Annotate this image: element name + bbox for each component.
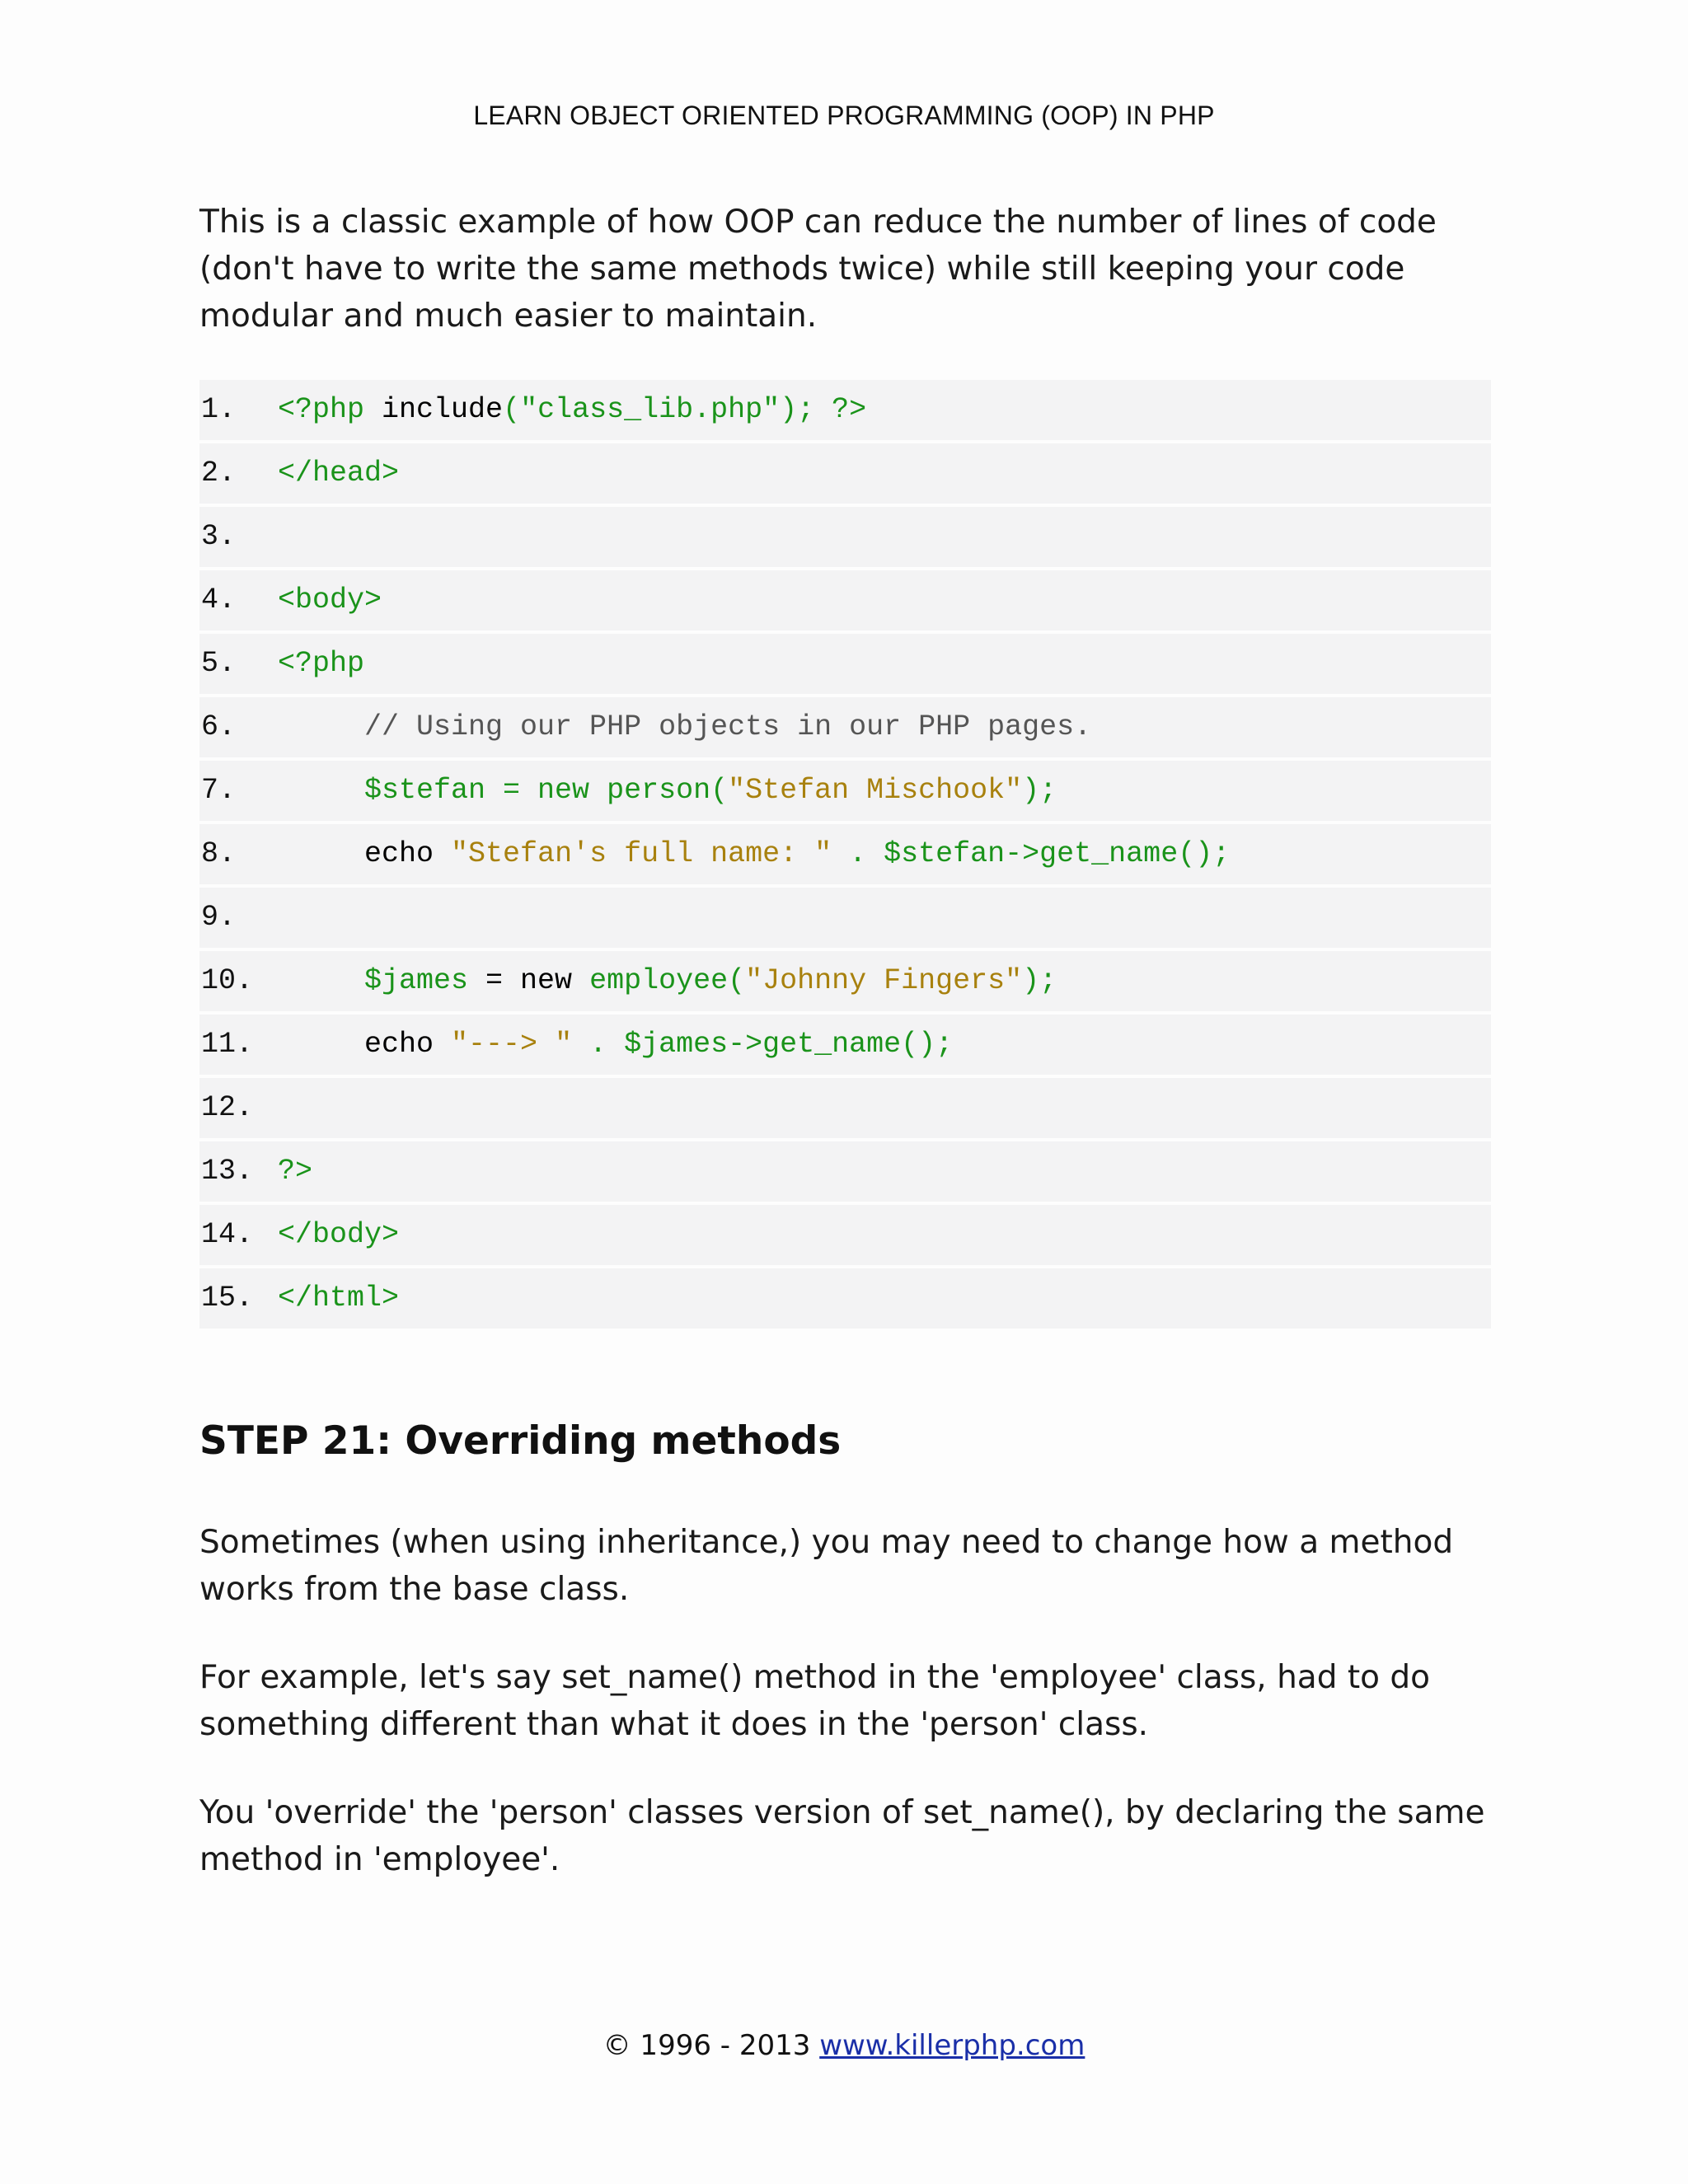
code-text bbox=[278, 634, 364, 694]
code-text bbox=[278, 697, 1091, 757]
code-token: "---> " bbox=[451, 1028, 573, 1061]
code-line bbox=[199, 443, 1491, 504]
line-number: 11. bbox=[201, 1028, 254, 1061]
code-token: = new bbox=[485, 964, 590, 997]
code-token: <?php bbox=[278, 393, 382, 426]
code-line bbox=[199, 824, 1491, 884]
code-token: $stefan = new person( bbox=[278, 774, 729, 807]
section-paragraph-1: Sometimes (when using inheritance,) you may need to change how a method works from the base class. bbox=[199, 1524, 1454, 1608]
code-token: "Johnny Fingers" bbox=[745, 964, 1023, 997]
code-text bbox=[278, 1268, 399, 1329]
code-text bbox=[278, 570, 382, 630]
code-token: </html> bbox=[278, 1282, 400, 1315]
section-heading: STEP 21: Overriding methods bbox=[199, 1418, 842, 1464]
footer-copyright: © 1996 - 2013 bbox=[603, 2029, 820, 2062]
line-number: 1. bbox=[201, 393, 237, 426]
code-line bbox=[199, 1205, 1491, 1265]
code-line bbox=[199, 570, 1491, 630]
code-text bbox=[278, 443, 399, 504]
code-token: employee( bbox=[589, 964, 746, 997]
code-token: "Stefan's full name: " bbox=[451, 837, 832, 870]
code-token: echo bbox=[278, 1028, 452, 1061]
code-line bbox=[199, 380, 1491, 440]
code-block bbox=[199, 380, 1491, 1332]
line-number: 10. bbox=[201, 964, 254, 997]
line-number: 8. bbox=[201, 837, 237, 870]
line-number: 15. bbox=[201, 1282, 254, 1315]
code-token: "Stefan Mischook" bbox=[728, 774, 1023, 807]
code-line bbox=[199, 1141, 1491, 1202]
code-token: $james bbox=[278, 964, 486, 997]
line-number: 7. bbox=[201, 774, 237, 807]
line-number: 12. bbox=[201, 1091, 254, 1124]
code-token: ("class_lib.php"); ?> bbox=[503, 393, 867, 426]
line-number: 5. bbox=[201, 647, 237, 680]
line-number: 13. bbox=[201, 1155, 254, 1188]
code-line bbox=[199, 1268, 1491, 1329]
code-token: ); bbox=[1022, 964, 1057, 997]
page-footer bbox=[0, 2029, 1688, 2062]
code-token: <body> bbox=[278, 583, 382, 616]
line-number: 9. bbox=[201, 901, 237, 934]
code-token: // Using our PHP objects in our PHP pages. bbox=[278, 710, 1092, 743]
line-number: 14. bbox=[201, 1218, 254, 1251]
footer-link[interactable]: www.killerphp.com bbox=[819, 2029, 1085, 2062]
code-token: . $james->get_name(); bbox=[572, 1028, 954, 1061]
code-token: ?> bbox=[278, 1155, 313, 1188]
code-text bbox=[278, 824, 1230, 884]
line-number: 4. bbox=[201, 583, 237, 616]
code-line bbox=[199, 1078, 1491, 1138]
code-line bbox=[199, 507, 1491, 567]
line-number: 6. bbox=[201, 710, 237, 743]
section-paragraph-2: For example, let's say set_name() method in the 'employee' class, had to do something different than what it does in the 'person' class. bbox=[199, 1659, 1431, 1743]
code-line bbox=[199, 761, 1491, 821]
code-text bbox=[278, 761, 1057, 821]
code-token: ); bbox=[1022, 774, 1057, 807]
code-text bbox=[278, 1205, 399, 1265]
code-token: echo bbox=[278, 837, 452, 870]
code-token: . $stefan->get_name(); bbox=[832, 837, 1231, 870]
code-text bbox=[278, 380, 866, 440]
code-line bbox=[199, 951, 1491, 1011]
code-line bbox=[199, 888, 1491, 948]
code-token: </head> bbox=[278, 457, 400, 490]
line-number: 3. bbox=[201, 520, 237, 553]
page-header-title: LEARN OBJECT ORIENTED PROGRAMMING (OOP) IN PHP bbox=[473, 101, 1215, 130]
line-number: 2. bbox=[201, 457, 237, 490]
code-token: <?php bbox=[278, 647, 365, 680]
code-line bbox=[199, 1015, 1491, 1075]
code-line bbox=[199, 697, 1491, 757]
code-line bbox=[199, 634, 1491, 694]
code-token: include bbox=[382, 393, 504, 426]
code-token: </body> bbox=[278, 1218, 400, 1251]
code-text bbox=[278, 951, 1057, 1011]
code-text bbox=[278, 1141, 312, 1202]
section-paragraph-3: You 'override' the 'person' classes version of set_name(), by declaring the same method in 'employee'. bbox=[199, 1794, 1485, 1878]
intro-paragraph: This is a classic example of how OOP can reduce the number of lines of code (don't have to write the same methods twice) while still keeping your code modular and much easier to maintain. bbox=[199, 204, 1437, 335]
code-text bbox=[278, 1015, 953, 1075]
